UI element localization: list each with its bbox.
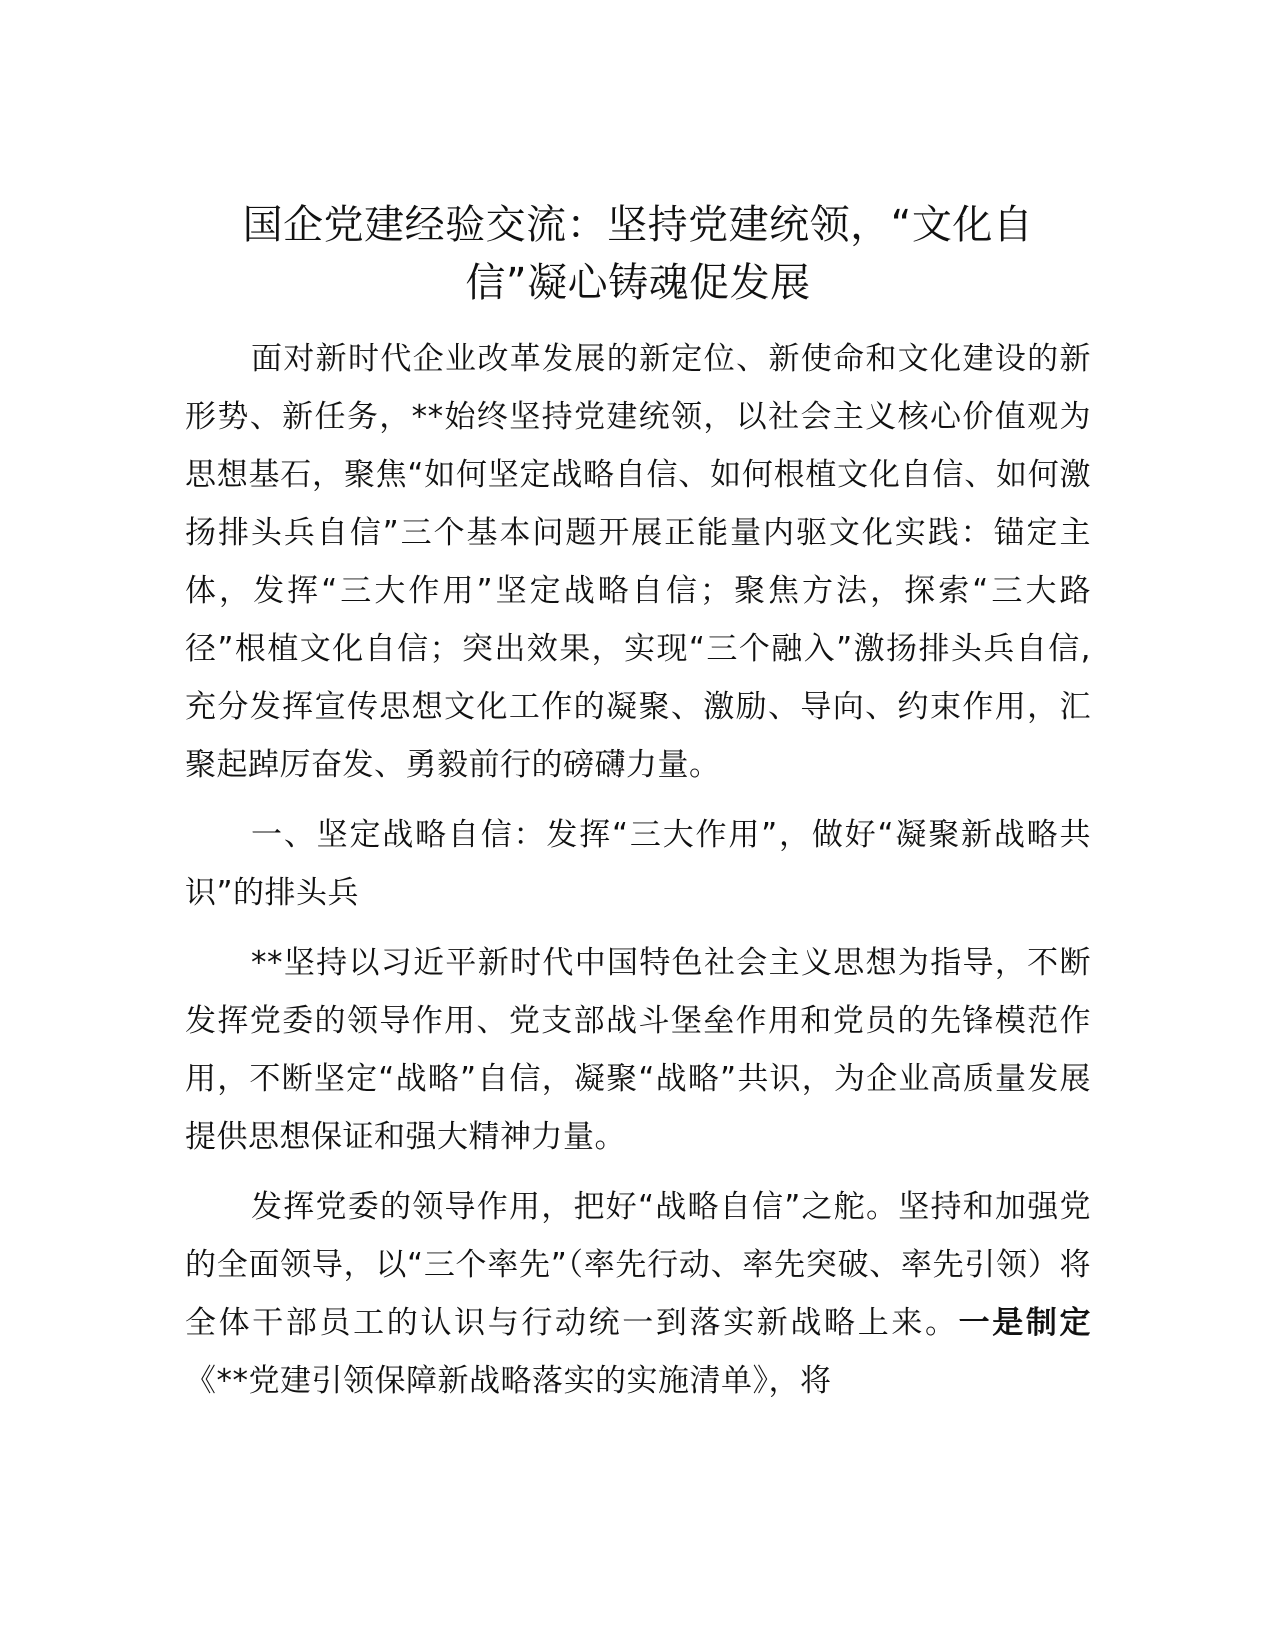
intro-paragraph: 面对新时代企业改革发展的新定位、新使命和文化建设的新形势、新任务，**始终坚持党建统领，以社会主义核心价值观为思想基石，聚焦“如何坚定战略自信、如何根植文化自信、如何激扬排头兵自信”三个基本问题开展正能量内驱文化实践：锚定主体，发挥“三大作用”坚定战略自信；聚焦方法，探索“三大路径”根植文化自信；突出效果，实现“三个融入”激扬排头兵自信,充分发挥宣传思想文化工作的凝聚、激励、导向、约束作用，汇聚起踔厉奋发、勇毅前行的磅礴力量。 [185, 341, 1091, 783]
section-heading-1: 一、坚定战略自信：发挥“三大作用”，做好“凝聚新战略共识”的排头兵 [185, 817, 1091, 911]
document-title [185, 196, 1091, 312]
emphasis-text: 一是制定 [958, 1305, 1091, 1341]
title-line-2: 信”凝心铸魂促发展 [465, 260, 811, 306]
section-1-paragraph-2 [185, 1178, 1091, 1410]
paragraph-text: 发挥党委的领导作用，把好“战略自信”之舵。坚持和加强党的全面领导，以“三个率先”（率先行动、率先突破、率先引领）将全体干部员工的认识与行动统一到落实新战略上来。 [185, 1189, 1091, 1341]
section-1-paragraph-1: **坚持以习近平新时代中国特色社会主义思想为指导，不断发挥党委的领导作用、党支部战斗堡垒作用和党员的先锋模范作用，不断坚定“战略”自信，凝聚“战略”共识，为企业高质量发展提供思想保证和强大精神力量。 [185, 945, 1091, 1155]
paragraph-tail-text: 《**党建引领保障新战略落实的实施清单》，将 [185, 1363, 832, 1399]
document-page [185, 196, 1091, 1410]
title-line-1: 国企党建经验交流：坚持党建统领，“文化自 [242, 202, 1034, 248]
